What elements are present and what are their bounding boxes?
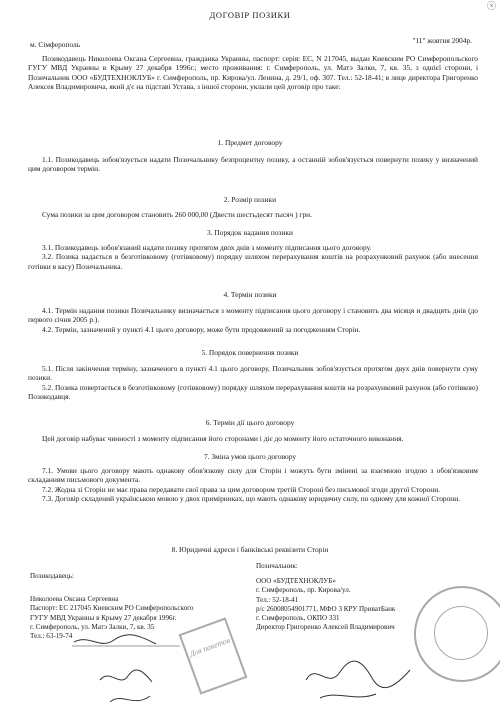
section-4-body: [28, 306, 478, 334]
section-7-heading: 7. Зміна умов цього договору: [203, 452, 297, 461]
section-3-heading: 3. Порядок надання позики: [207, 228, 293, 237]
section-5-body: [28, 364, 478, 401]
section-2-heading: 2. Розмір позики: [223, 195, 277, 204]
section-6-heading: 6. Термін дії цього договору: [205, 418, 295, 427]
section-1-body: [28, 155, 478, 174]
paragraph-3-2: 3.2. Позика надається в безготівковому (готівковому) порядку шляхом перерахування коштів на розрахунковий рахунок (або внесення готівки в касу) Позичальника.: [28, 252, 478, 271]
section-8-heading: 8. Юридичні адреси і банківські реквізити Сторін: [171, 545, 329, 554]
section-2-body: [28, 210, 478, 219]
document-title: ДОГОВІР ПОЗИКИ: [209, 10, 291, 20]
lender-line: Николоева Оксана Сергеевна: [30, 595, 119, 604]
section-7-body: [28, 466, 478, 503]
paragraph-4-2: 4.2. Термін, зазначений у пункті 4.1 цього договору, може бути продовжений за погодженням Сторін.: [42, 324, 361, 334]
borrower-line: г. Симферополь, ОКПО 331: [256, 614, 340, 623]
document-date: "11" жовтня 2004р.: [412, 36, 472, 45]
section-4-heading: 4. Термін позики: [223, 290, 277, 299]
paragraph-1-1: 1.1. Позикодавець зобов'язується надати Позичальнику безпроцентну позику, а останній зобов'язується повернути позику у визначений цим договором термін.: [28, 155, 478, 174]
rectangular-stamp: Для пакетов: [179, 617, 248, 694]
lender-label: Позикодавець:: [30, 572, 74, 580]
section-6-body: [28, 434, 478, 443]
paragraph-7-1: 7.1. Умови цього договору мають однакову обов'язкову силу для Сторін і можуть бути змінені за взаємною згодою з обов'язковим складанням письмового документа.: [28, 466, 478, 485]
paragraph-4-1: 4.1. Термін надання позики Позичальнику визначається з моменту підписання цього договору і становить два місяця и двадцять днів (до первого січня 2005 р.).: [28, 306, 478, 325]
preamble-text: Позикодавець Николоева Оксана Сергеевна, гражданка Украины, паспорт: серія: ЕС, N 217045, выдан Киевским РО Симферопольского ГУГУ МВД Украины в Крыму 27 декабря 1996г.; место проживания: г. Симферополь, ул. Матэ Залки, 7, кв. 35, з однієї сторони, і Позичальник ООО «БУДТЕХНОКЛУБ» г. Симферополь, пр. Кирова/ул. Ленина, д. 29/1, оф. 307. Тел.: 52-18-41; в лице директора Григоренко Алексея Владимировича, який д'є на підставі Устава, з іншої сторони, уклали цей договір про таке:: [28, 54, 478, 91]
borrower-line: Тел.: 52-18-41: [256, 595, 299, 604]
borrower-line: Директор Григоренко Алексей Владимирович: [256, 623, 395, 632]
paragraph-7-3: 7.3. Договір складений українською мовою у двох примірниках, що мають однакову юридичну силу, по одному для кожної Сторони.: [42, 493, 461, 503]
paragraph-6-1: Цей договір набуває чинності з моменту підписання його сторонами і діє до моменту його остаточного виконання.: [42, 434, 404, 443]
borrower-line: р/с 26008054901771, МФО 3 КРУ ПриватБанк: [256, 604, 396, 613]
section-3-body: [28, 243, 478, 271]
round-seal-icon: [414, 586, 500, 682]
paragraph-3-1: 3.1. Позикодавець зобов'язаний надати позику протягом двох днів з моменту підписання цього договору.: [42, 243, 372, 252]
paragraph-2-1: Сума позики за цим договором становить 260 000,00 (Двести шестьдесят тысяч ) грн.: [42, 210, 312, 219]
section-1-heading: 1. Предмет договору: [217, 138, 283, 147]
lender-line: Паспорт: ЕС 217045 Киевским РО Симферопольского: [30, 604, 194, 613]
borrower-label: Позичальник:: [256, 562, 298, 570]
document-city: м. Сімферополь: [30, 40, 81, 49]
lender-signature-icon: [70, 632, 190, 712]
paragraph-5-1: 5.1. Після закінчення терміну, зазначеного в пункті 4.1 цього договору, Позичальник зобов'язується протягом двух днів повернути суму позики.: [28, 364, 478, 383]
borrower-line: г. Симферополь, пр. Кирова/ул.: [256, 586, 351, 595]
borrower-signature-icon: [300, 650, 420, 710]
page-corner-mark: ⓢ: [486, 2, 496, 12]
paragraph-7-2: 7.2. Жодна зі Сторін не має права передавати свої права за цим договором третій Стороні без письмової згоди другої Сторони.: [42, 484, 440, 494]
paragraph-5-2: 5.2. Позика повертається в безготівковому (готівковому) порядку шляхом перерахування коштів на розрахунковий рахунок (або готівкою) Позикодавця.: [28, 382, 478, 401]
lender-line: ГУГУ МВД Украины в Крыму 27 декабря 1996г.: [30, 613, 177, 622]
lender-line: г. Симферополь, ул. Матэ Залки, 7, кв. 35: [30, 622, 155, 631]
lender-line: Тел.: 63-19-74: [30, 632, 73, 641]
preamble: [28, 54, 478, 91]
borrower-line: ООО «БУДТЕХНОКЛУБ»: [256, 577, 336, 586]
section-5-heading: 5. Порядок повернення позики: [201, 348, 299, 357]
